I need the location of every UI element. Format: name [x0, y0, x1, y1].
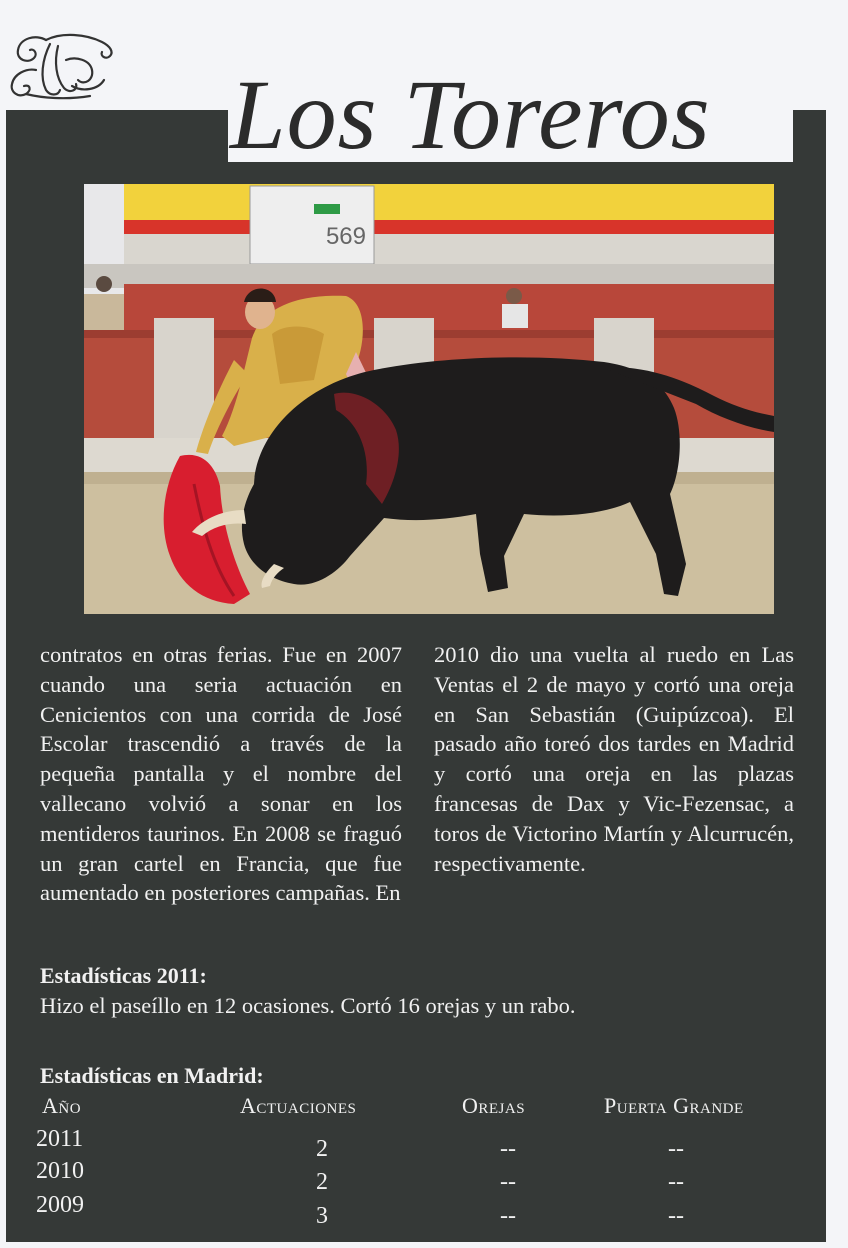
- column-header-puerta-grande: Puerta Grande: [604, 1093, 744, 1118]
- row-puerta-grande: --: [668, 1136, 684, 1162]
- scoreboard-number: 569: [325, 223, 366, 250]
- stats-2011-heading: Estadísticas 2011:: [40, 963, 207, 988]
- row-orejas: --: [500, 1203, 516, 1229]
- column-header-actuaciones: Actuaciones: [240, 1093, 357, 1118]
- article-right-column: 2010 dio una vuelta al ruedo en Las Ventas el 2 de mayo y cortó una oreja en San Sebastián (Guipúzcoa). El pasado año toreó dos tardes en Madrid y cortó una oreja en las plazas francesas de Dax y Vic-Fezensac, a toros de Victorino Martín y Alcurrucén, respectivamente.: [434, 642, 794, 876]
- article-left-column: contratos en otras ferias. Fue en 2007 cuando una seria actuación en Cenicientos con una corrida de José Escolar trascendió a través de la pequeña pantalla y el nombre del vallecano volvió a sonar en los mentideros taurinos. En 2008 se fraguó un gran cartel en Francia, que fue aumentado en posteriores campañas. En: [40, 642, 402, 906]
- row-year: 2011: [36, 1126, 84, 1152]
- stats-madrid-heading: Estadísticas en Madrid:: [40, 1063, 264, 1088]
- stats-2011-text: Hizo el paseíllo en 12 ocasiones. Cortó 16 orejas y un rabo.: [40, 993, 576, 1018]
- flag-yellow-band: [84, 184, 774, 224]
- flag-red-band: [84, 220, 774, 234]
- flourish-ornament-icon: [6, 30, 118, 102]
- row-actuaciones: 2: [316, 1169, 328, 1195]
- row-year: 2009: [36, 1192, 84, 1218]
- row-year: 2010: [36, 1158, 84, 1184]
- row-actuaciones: 3: [316, 1203, 328, 1229]
- page-title: Los Toreros: [230, 59, 711, 170]
- row-orejas: --: [500, 1136, 516, 1162]
- row-puerta-grande: --: [668, 1169, 684, 1195]
- bullfight-photo: [84, 184, 774, 614]
- bullfight-illustration: [84, 184, 774, 614]
- row-orejas: --: [500, 1169, 516, 1195]
- column-header-orejas: Orejas: [462, 1093, 526, 1118]
- row-puerta-grande: --: [668, 1203, 684, 1229]
- row-actuaciones: 2: [316, 1136, 328, 1162]
- column-header-year: Año: [42, 1093, 82, 1118]
